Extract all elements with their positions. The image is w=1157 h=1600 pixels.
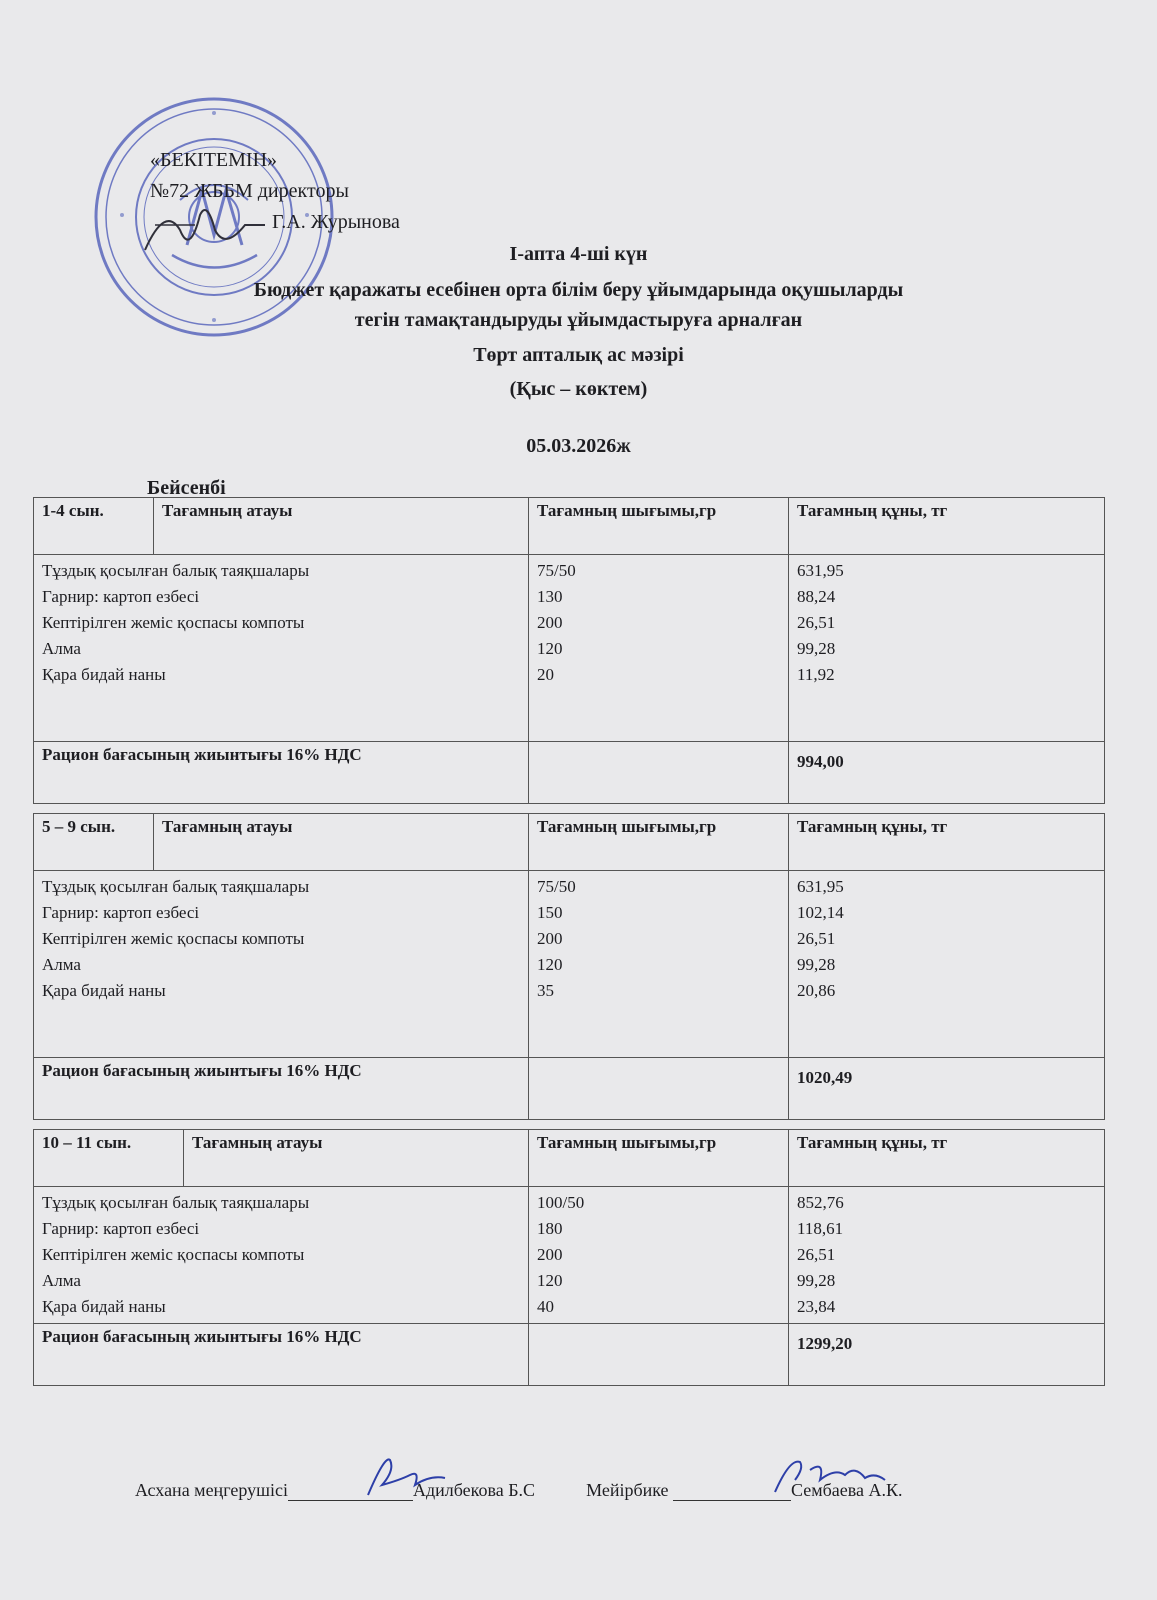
dish-price: 99,28 [797, 1271, 836, 1290]
dish-price: 26,51 [797, 929, 836, 948]
dish-names-cell [34, 1187, 529, 1324]
total-value: 1299,20 [789, 1324, 1105, 1386]
dish-price: 102,14 [797, 903, 844, 922]
dish-output: 40 [537, 1297, 554, 1316]
total-row [34, 1324, 1105, 1386]
dish-output: 150 [537, 903, 563, 922]
dish-price: 88,24 [797, 587, 836, 606]
menu-table-grade-1-4 [33, 497, 1105, 804]
dish-name-header: Тағамның атауы [184, 1130, 529, 1187]
dish-name: Гарнир: картоп езбесі [42, 903, 200, 922]
dish-price-header: Тағамның құны, тг [789, 814, 1105, 871]
dish-name: Кептірілген жеміс қоспасы компоты [42, 613, 305, 632]
dish-name: Тұздық қосылған балық таяқшалары [42, 1193, 310, 1212]
nurse-label: Мейірбике [586, 1480, 669, 1500]
dish-price: 26,51 [797, 1245, 836, 1264]
dish-name: Қара бидай наны [42, 1297, 166, 1316]
dish-output: 120 [537, 639, 563, 658]
dish-name: Кептірілген жеміс қоспасы компоты [42, 929, 305, 948]
total-empty-cell [529, 1058, 789, 1120]
table-row [34, 555, 1105, 742]
document-title-line3: Төрт апталық ас мәзірі [473, 344, 684, 366]
dish-output: 75/50 [537, 561, 576, 580]
dish-name-header: Тағамның атауы [154, 498, 529, 555]
dish-price: 23,84 [797, 1297, 836, 1316]
nurse-name: Сембаева А.К. [791, 1480, 903, 1500]
dish-name: Тұздық қосылған балық таяқшалары [42, 877, 310, 896]
dish-output: 35 [537, 981, 554, 1000]
total-label: Рацион бағасының жиынтығы 16% НДС [34, 1058, 529, 1120]
dish-names-cell [34, 871, 529, 1058]
dish-names-cell [34, 555, 529, 742]
dish-price-header: Тағамның құны, тг [789, 498, 1105, 555]
total-value: 1020,49 [789, 1058, 1105, 1120]
total-value: 994,00 [789, 742, 1105, 804]
grade-label: 5 – 9 сын. [34, 814, 154, 871]
approval-position: №72 ЖББМ директоры [150, 180, 349, 202]
dish-name: Алма [42, 955, 81, 974]
grade-label: 1-4 сын. [34, 498, 154, 555]
dish-output-header: Тағамның шығымы,гр [529, 498, 789, 555]
menu-table-grade-10-11 [33, 1129, 1105, 1386]
total-empty-cell [529, 742, 789, 804]
nurse-signature-icon [770, 1450, 890, 1500]
table-header-row [34, 1130, 1105, 1187]
dish-output: 200 [537, 613, 563, 632]
dish-output-header: Тағамның шығымы,гр [529, 1130, 789, 1187]
dish-price: 11,92 [797, 665, 835, 684]
dish-price: 99,28 [797, 955, 836, 974]
approval-title: «БЕКІТЕМІН» [150, 149, 278, 171]
dish-price: 26,51 [797, 613, 836, 632]
cafeteria-head-signature-icon [360, 1450, 450, 1500]
weekday-label: Бейсенбі [147, 477, 226, 499]
dish-prices-cell [789, 555, 1105, 742]
cafeteria-head-name: Адилбекова Б.С [412, 1480, 536, 1500]
table-row [34, 871, 1105, 1058]
dish-output: 180 [537, 1219, 563, 1238]
dish-output: 200 [537, 929, 563, 948]
season-label: (Қыс – көктем) [509, 378, 648, 400]
total-row [34, 1058, 1105, 1120]
menu-table-grade-5-9 [33, 813, 1105, 1120]
document-title-line2: тегін тамақтандыруды ұйымдастыруға арналған [354, 309, 803, 331]
table-header-row [34, 498, 1105, 555]
table-header-row [34, 814, 1105, 871]
dish-output: 120 [537, 955, 563, 974]
dish-name: Кептірілген жеміс қоспасы компоты [42, 1245, 305, 1264]
dish-output: 100/50 [537, 1193, 585, 1212]
table-row [34, 1187, 1105, 1324]
dish-price: 20,86 [797, 981, 836, 1000]
dish-output: 75/50 [537, 877, 576, 896]
total-label: Рацион бағасының жиынтығы 16% НДС [34, 1324, 529, 1386]
dish-name-header: Тағамның атауы [154, 814, 529, 871]
dish-output: 20 [537, 665, 554, 684]
dish-price: 631,95 [797, 877, 844, 896]
dish-name: Гарнир: картоп езбесі [42, 1219, 200, 1238]
dish-name: Алма [42, 639, 81, 658]
grade-label: 10 – 11 сын. [34, 1130, 184, 1187]
dish-price: 852,76 [797, 1193, 844, 1212]
dish-output: 200 [537, 1245, 563, 1264]
dish-outputs-cell [529, 871, 789, 1058]
dish-price: 99,28 [797, 639, 836, 658]
dish-name: Гарнир: картоп езбесі [42, 587, 200, 606]
dish-output: 130 [537, 587, 563, 606]
approval-director-name: Г.А. Журынова [272, 211, 400, 233]
dish-name: Тұздық қосылған балық таяқшалары [42, 561, 310, 580]
document-title-line1: Бюджет қаражаты есебінен орта білім беру ұйымдарында оқушыларды [253, 279, 904, 301]
dish-output: 120 [537, 1271, 563, 1290]
dish-name: Қара бидай наны [42, 665, 166, 684]
dish-price: 118,61 [797, 1219, 844, 1238]
dish-output-header: Тағамның шығымы,гр [529, 814, 789, 871]
dish-prices-cell [789, 1187, 1105, 1324]
dish-price-header: Тағамның құны, тг [789, 1130, 1105, 1187]
week-day-heading: I-апта 4-ші күн [509, 243, 648, 265]
menu-date: 05.03.2026ж [526, 435, 631, 457]
dish-outputs-cell [529, 1187, 789, 1324]
cafeteria-head-label: Асхана меңгерушісі [135, 1480, 288, 1500]
total-empty-cell [529, 1324, 789, 1386]
total-label: Рацион бағасының жиынтығы 16% НДС [34, 742, 529, 804]
dish-outputs-cell [529, 555, 789, 742]
dish-price: 631,95 [797, 561, 844, 580]
dish-name: Алма [42, 1271, 81, 1290]
total-row [34, 742, 1105, 804]
dish-prices-cell [789, 871, 1105, 1058]
dish-name: Қара бидай наны [42, 981, 166, 1000]
